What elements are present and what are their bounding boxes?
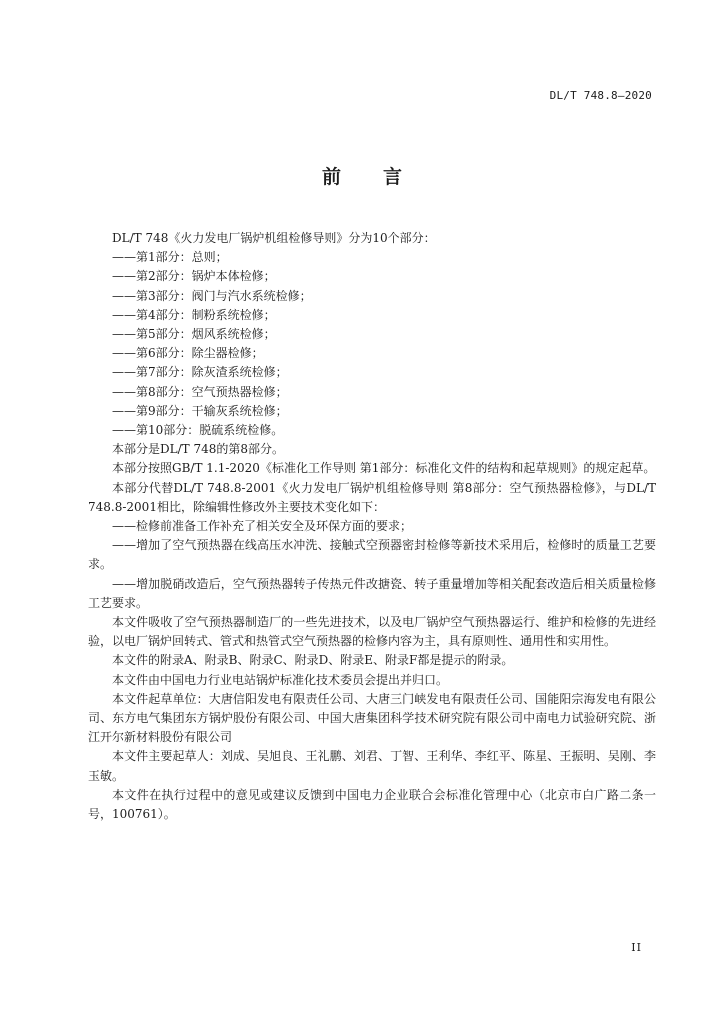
change-item: ——增加脱硝改造后，空气预热器转子传热元件改搪瓷、转子重量增加等相关配套改造后相关质量检修工艺要求。: [88, 576, 656, 610]
title-char-1: 前: [321, 166, 341, 188]
part-list-item: ——第8部分：空气预热器检修；: [112, 384, 288, 399]
absorption-paragraph: 本文件吸收了空气预热器制造厂的一些先进技术，以及电厂锅炉空气预热器运行、维护和检修的先进经验，以电厂锅炉回转式、管式和热管式空气预热器的检修内容为主，具有原则性、通用性和实用性。: [88, 615, 656, 649]
title-char-2: 言: [383, 166, 403, 188]
foreword-body: [88, 229, 656, 824]
drafting-rule-paragraph: 本部分按照GB/T 1.1-2020《标准化工作导则 第1部分：标准化文件的结构和起草规则》的规定起草。: [112, 461, 656, 476]
drafters-paragraph: 本文件主要起草人：刘成、吴旭良、王礼鹏、刘君、丁智、王利华、李红平、陈星、王振明、吴刚、李玉敏。: [88, 749, 656, 783]
part-list-item: ——第6部分：除尘器检修；: [112, 346, 264, 361]
part-list-item: ——第10部分：脱硫系统检修。: [112, 423, 284, 438]
proposer-paragraph: 本文件由中国电力行业电站锅炉标准化技术委员会提出并归口。: [112, 672, 449, 687]
change-item: ——增加了空气预热器在线高压水冲洗、接触式空预器密封检修等新技术采用后，检修时的质量工艺要求。: [88, 538, 656, 572]
change-item: ——检修前准备工作补充了相关安全及环保方面的要求；: [112, 519, 413, 534]
part-list-item: ——第2部分：锅炉本体检修；: [112, 269, 276, 284]
page-title: [0, 162, 724, 189]
intro-paragraph: DL/T 748《火力发电厂锅炉机组检修导则》分为10个部分：: [112, 231, 436, 245]
replacement-paragraph: 本部分代替DL/T 748.8-2001《火力发电厂锅炉机组检修导则 第8部分：空气预热器检修》，与DL/T 748.8-2001相比，除编辑性修改外主要技术变化如下：: [88, 480, 656, 514]
part-list-item: ——第4部分：制粉系统检修；: [112, 307, 276, 322]
standard-number: DL/T 748.8—2020: [549, 89, 652, 102]
part-list-item: ——第9部分：干输灰系统检修；: [112, 403, 288, 418]
feedback-paragraph: 本文件在执行过程中的意见或建议反馈到中国电力企业联合会标准化管理中心（北京市白广路二条一号，100761）。: [88, 787, 656, 822]
appendix-paragraph: 本文件的附录A、附录B、附录C、附录D、附录E、附录F都是提示的附录。: [112, 653, 514, 668]
part-list-item: ——第5部分：烟风系统检修；: [112, 327, 276, 342]
part-statement: 本部分是DL/T 748的第8部分。: [112, 442, 284, 457]
part-list-item: ——第3部分：阀门与汽水系统检修；: [112, 288, 312, 303]
part-list-item: ——第1部分：总则；: [112, 250, 228, 265]
part-list-item: ——第7部分：除灰渣系统检修；: [112, 365, 288, 380]
drafting-units-paragraph: 本文件起草单位：大唐信阳发电有限责任公司、大唐三门峡发电有限责任公司、国能阳宗海发电有限公司、东方电气集团东方锅炉股份有限公司、中国大唐集团科学技术研究院有限公司中南电力试验研究院、浙江开尔新材料股份有限公司: [88, 691, 656, 745]
page-number: II: [631, 941, 642, 954]
